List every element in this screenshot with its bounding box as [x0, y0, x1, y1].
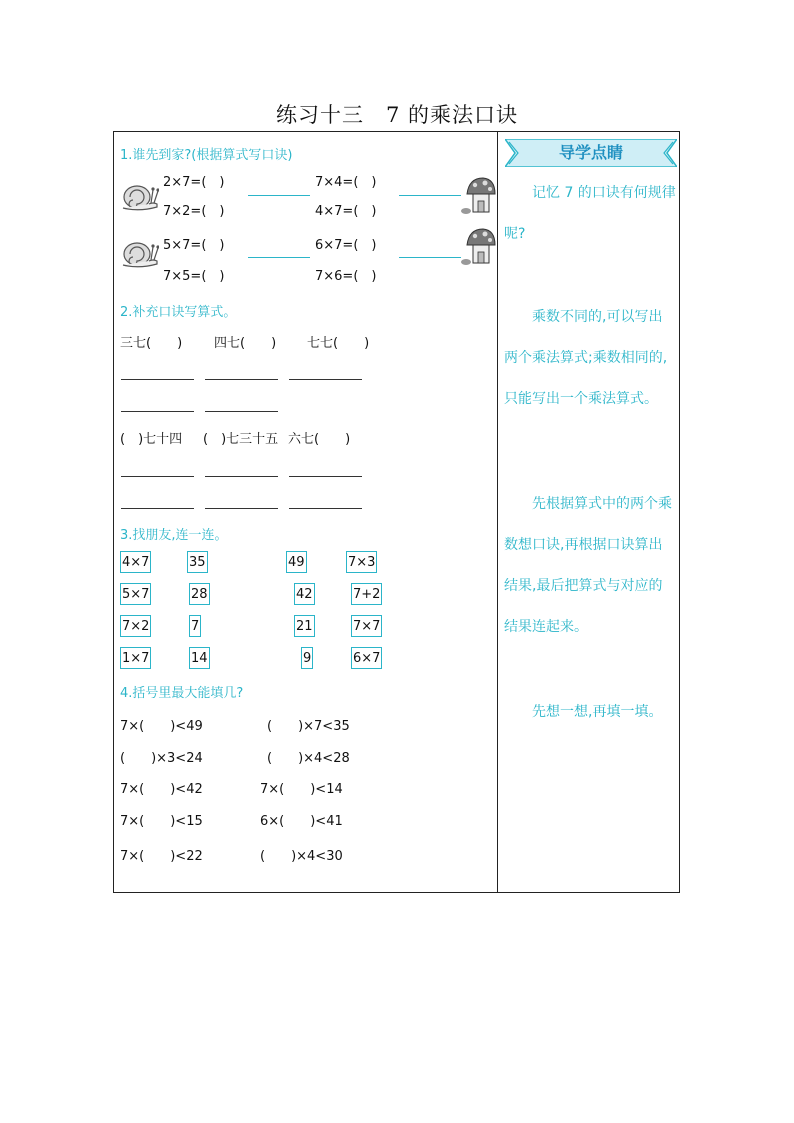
- formula-prompt: 三七( ): [120, 336, 183, 351]
- match-card[interactable]: 5×7: [120, 583, 151, 605]
- match-card[interactable]: 35: [187, 551, 208, 573]
- inequality: 7×( )<15: [120, 814, 203, 829]
- equation: 7×5=( ): [163, 269, 225, 284]
- inequality: ( )×7<35: [267, 719, 350, 734]
- mushroom-house-icon: [461, 176, 497, 216]
- page-title: 练习十三 7 的乘法口诀: [275, 103, 519, 127]
- write-line[interactable]: [289, 508, 362, 509]
- formula-prompt: 六七( ): [288, 432, 351, 447]
- match-card[interactable]: 6×7: [351, 647, 382, 669]
- formula-prompt: ( )七三十五: [203, 432, 279, 447]
- sidebar-tip: 记忆 7 的口诀有何规律呢?: [504, 185, 676, 242]
- formula-prompt: ( )七十四: [120, 432, 183, 447]
- equation: 4×7=( ): [315, 204, 377, 219]
- snail-icon: [119, 178, 159, 212]
- inequality: 7×( )<42: [120, 782, 203, 797]
- match-card[interactable]: 14: [189, 647, 210, 669]
- inequality: 7×( )<22: [120, 849, 203, 864]
- write-line[interactable]: [121, 476, 194, 477]
- mushroom-house-icon: [461, 227, 497, 267]
- write-line[interactable]: [205, 379, 278, 380]
- match-card[interactable]: 7×7: [351, 615, 382, 637]
- inequality: ( )×3<24: [120, 751, 203, 766]
- inequality: 7×( )<14: [260, 782, 343, 797]
- write-line[interactable]: [289, 379, 362, 380]
- write-line[interactable]: [205, 508, 278, 509]
- answer-blank[interactable]: [248, 195, 310, 196]
- inequality: 6×( )<41: [260, 814, 343, 829]
- match-card[interactable]: 7+2: [351, 583, 382, 605]
- section2-heading: 2.补充口诀写算式。: [120, 305, 237, 320]
- write-line[interactable]: [289, 476, 362, 477]
- snail-icon: [119, 235, 159, 269]
- write-line[interactable]: [121, 411, 194, 412]
- match-card[interactable]: 42: [294, 583, 315, 605]
- match-card[interactable]: 49: [286, 551, 307, 573]
- sidebar-tip: 先根据算式中的两个乘数想口诀,再根据口诀算出结果,最后把算式与对应的结果连起来。: [504, 496, 672, 635]
- write-line[interactable]: [121, 379, 194, 380]
- equation: 7×6=( ): [315, 269, 377, 284]
- equation: 6×7=( ): [315, 238, 377, 253]
- column-divider: [497, 131, 498, 893]
- answer-blank[interactable]: [399, 257, 461, 258]
- answer-blank[interactable]: [248, 257, 310, 258]
- write-line[interactable]: [121, 508, 194, 509]
- sidebar-tip: 先想一想,再填一填。: [532, 704, 663, 720]
- sidebar-tip: 乘数不同的,可以写出两个乘法算式;乘数相同的,只能写出一个乘法算式。: [504, 309, 668, 407]
- match-card[interactable]: 4×7: [120, 551, 151, 573]
- sidebar-banner-title: 导学点睛: [558, 143, 623, 162]
- formula-prompt: 四七( ): [214, 336, 277, 351]
- match-card[interactable]: 7: [189, 615, 201, 637]
- match-card[interactable]: 9: [301, 647, 313, 669]
- section4-heading: 4.括号里最大能填几?: [120, 686, 244, 701]
- equation: 7×2=( ): [163, 204, 225, 219]
- equation: 5×7=( ): [163, 238, 225, 253]
- section1-heading: 1.谁先到家?(根据算式写口诀): [120, 148, 293, 163]
- inequality: ( )×4<28: [267, 751, 350, 766]
- write-line[interactable]: [205, 411, 278, 412]
- inequality: ( )×4<30: [260, 849, 343, 864]
- equation: 2×7=( ): [163, 175, 225, 190]
- answer-blank[interactable]: [399, 195, 461, 196]
- match-card[interactable]: 28: [189, 583, 210, 605]
- formula-prompt: 七七( ): [307, 336, 370, 351]
- match-card[interactable]: 7×2: [120, 615, 151, 637]
- match-card[interactable]: 1×7: [120, 647, 151, 669]
- match-card[interactable]: 21: [294, 615, 315, 637]
- equation: 7×4=( ): [315, 175, 377, 190]
- inequality: 7×( )<49: [120, 719, 203, 734]
- match-card[interactable]: 7×3: [346, 551, 377, 573]
- section3-heading: 3.找朋友,连一连。: [120, 528, 228, 543]
- write-line[interactable]: [205, 476, 278, 477]
